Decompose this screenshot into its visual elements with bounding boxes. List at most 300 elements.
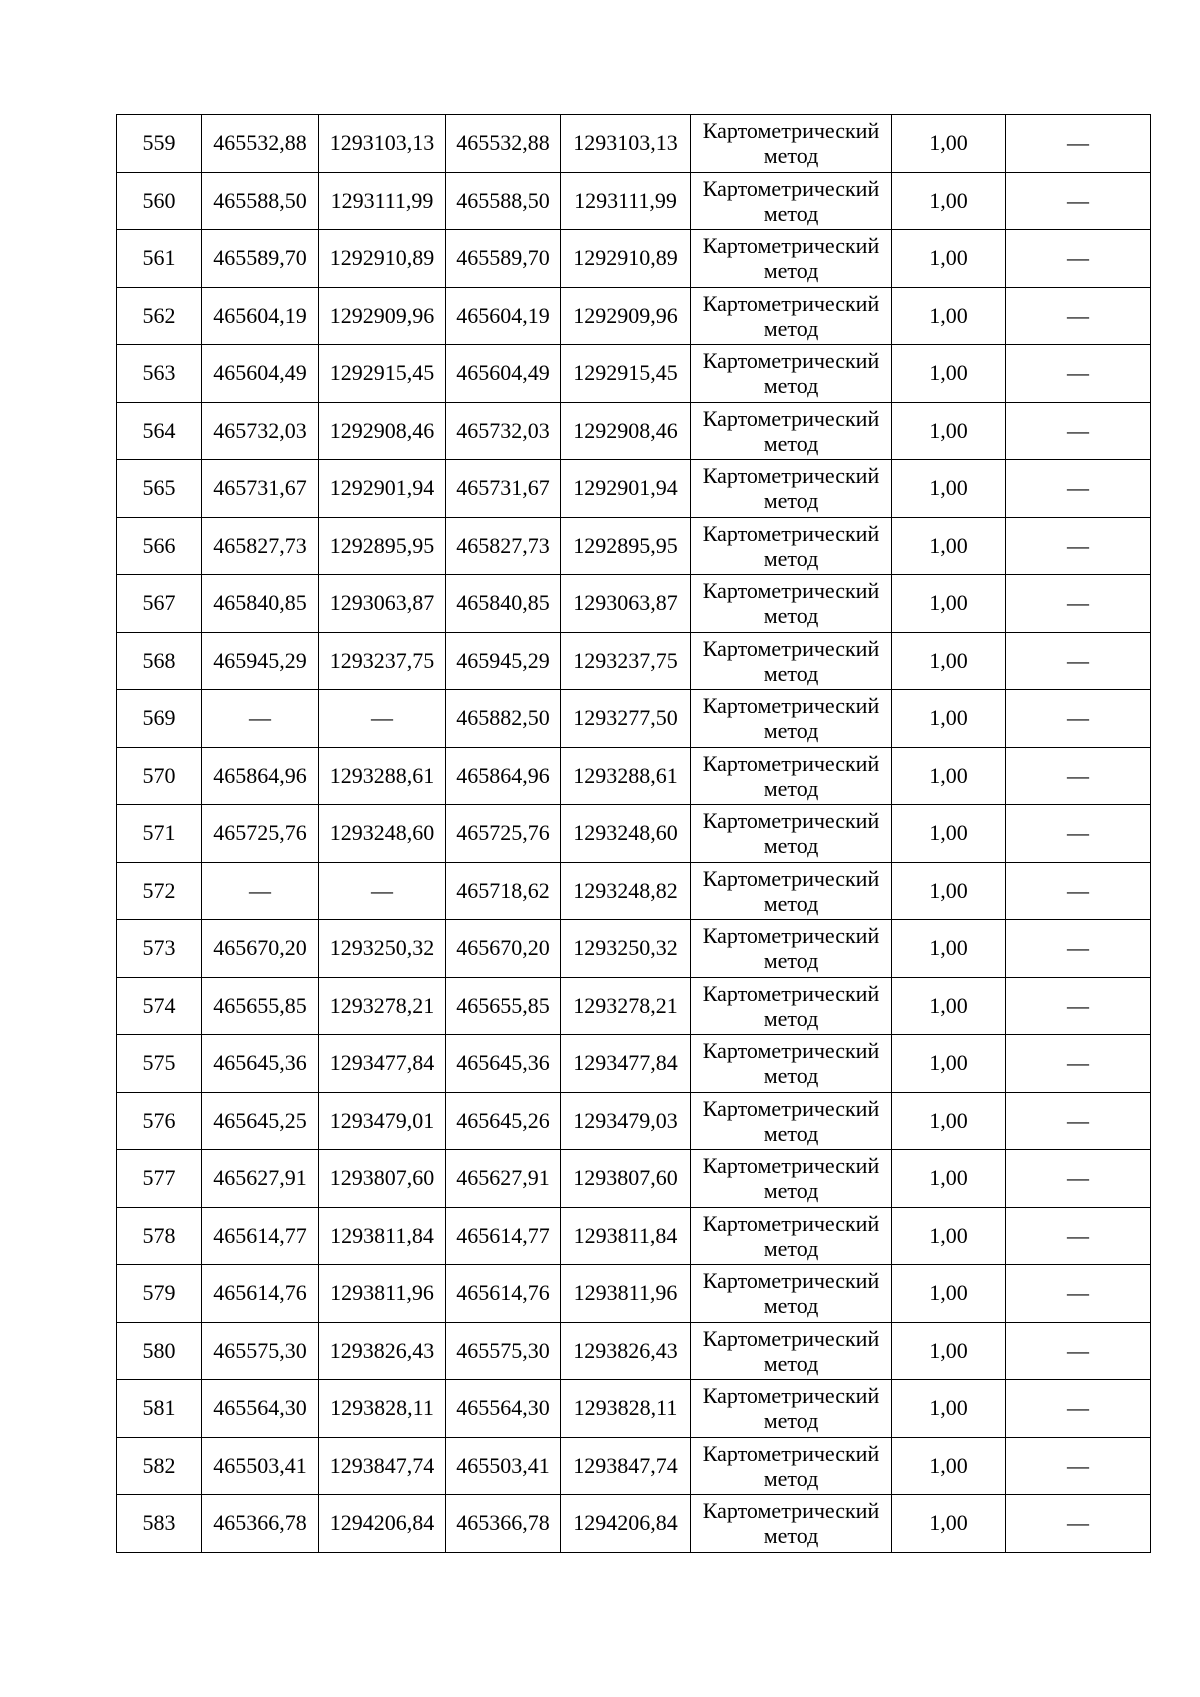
table-row xyxy=(117,920,1151,978)
precision-cell xyxy=(892,517,1006,575)
refined-x-cell xyxy=(446,1150,561,1208)
refined-y-cell xyxy=(561,977,691,1035)
existing-x-value: 465532,88 xyxy=(213,130,307,156)
note-value: — xyxy=(1067,475,1089,501)
note-cell xyxy=(1006,747,1151,805)
point-number-value: 565 xyxy=(142,475,176,501)
refined-x-cell xyxy=(446,1035,561,1093)
method-line-2: метод xyxy=(763,1408,819,1434)
refined-x-value: 465827,73 xyxy=(456,532,550,558)
refined-x-cell xyxy=(446,287,561,345)
method-line-1: Картометрический xyxy=(702,1210,880,1236)
method-line-1: Картометрический xyxy=(702,1498,880,1524)
method-line-1: Картометрический xyxy=(702,290,880,316)
precision-value: 1,00 xyxy=(929,590,968,616)
existing-y-cell xyxy=(319,977,446,1035)
method-line-1: Картометрический xyxy=(702,233,880,259)
refined-y-cell xyxy=(561,1322,691,1380)
precision-value: 1,00 xyxy=(929,1510,968,1536)
existing-x-value: 465840,85 xyxy=(213,590,307,616)
note-cell xyxy=(1006,230,1151,288)
existing-x-value: 465827,73 xyxy=(213,532,307,558)
refined-x-value: 465614,76 xyxy=(456,1280,550,1306)
existing-y-value: 1293288,61 xyxy=(329,762,435,788)
refined-y-cell xyxy=(561,862,691,920)
existing-y-cell xyxy=(319,1035,446,1093)
point-number-value: 569 xyxy=(142,705,176,731)
refined-y-value: 1293807,60 xyxy=(573,1165,678,1191)
refined-y-cell xyxy=(561,287,691,345)
table-row xyxy=(117,460,1151,518)
existing-y-cell xyxy=(319,632,446,690)
method-cell xyxy=(691,402,892,460)
precision-cell xyxy=(892,172,1006,230)
method-line-1: Картометрический xyxy=(702,923,880,949)
point-number-cell xyxy=(117,517,202,575)
existing-y-cell xyxy=(319,805,446,863)
existing-x-value: 465645,25 xyxy=(213,1107,307,1133)
precision-cell xyxy=(892,287,1006,345)
method-line-2: метод xyxy=(763,1465,819,1491)
existing-y-value: 1293250,32 xyxy=(329,935,435,961)
existing-x-value: 465564,30 xyxy=(213,1395,307,1421)
existing-x-value: 465604,19 xyxy=(213,302,307,328)
point-number-value: 568 xyxy=(142,647,176,673)
refined-x-value: 465604,19 xyxy=(456,302,550,328)
refined-y-value: 1293250,32 xyxy=(573,935,678,961)
precision-cell xyxy=(892,460,1006,518)
existing-y-value: 1293103,13 xyxy=(329,130,435,156)
method-line-2: метод xyxy=(763,1350,819,1376)
refined-y-value: 1293847,74 xyxy=(573,1452,678,1478)
existing-x-cell xyxy=(202,230,319,288)
existing-y-cell xyxy=(319,920,446,978)
refined-y-cell xyxy=(561,460,691,518)
refined-x-cell xyxy=(446,690,561,748)
method-cell xyxy=(691,805,892,863)
note-cell xyxy=(1006,862,1151,920)
refined-y-value: 1293479,03 xyxy=(573,1107,678,1133)
existing-x-cell xyxy=(202,1322,319,1380)
note-cell xyxy=(1006,1322,1151,1380)
precision-value: 1,00 xyxy=(929,360,968,386)
precision-value: 1,00 xyxy=(929,992,968,1018)
note-value: — xyxy=(1067,1452,1089,1478)
precision-value: 1,00 xyxy=(929,187,968,213)
existing-y-value: 1293111,99 xyxy=(330,187,434,213)
refined-x-cell xyxy=(446,575,561,633)
note-cell xyxy=(1006,690,1151,748)
existing-x-value: 465604,49 xyxy=(213,360,307,386)
method-line-1: Картометрический xyxy=(702,750,880,776)
precision-value: 1,00 xyxy=(929,1452,968,1478)
method-cell xyxy=(691,1265,892,1323)
existing-y-cell xyxy=(319,1092,446,1150)
method-cell xyxy=(691,575,892,633)
method-line-1: Картометрический xyxy=(702,348,880,374)
existing-y-value: 1293811,96 xyxy=(330,1280,434,1306)
refined-x-value: 465366,78 xyxy=(456,1510,550,1536)
existing-y-value: 1293826,43 xyxy=(329,1337,435,1363)
existing-x-cell xyxy=(202,287,319,345)
existing-y-value: 1292901,94 xyxy=(329,475,435,501)
method-line-2: метод xyxy=(763,1178,819,1204)
existing-y-value: 1293479,01 xyxy=(329,1107,435,1133)
refined-y-cell xyxy=(561,1437,691,1495)
refined-y-cell xyxy=(561,1265,691,1323)
note-value: — xyxy=(1067,417,1089,443)
existing-x-value: 465945,29 xyxy=(213,647,307,673)
precision-cell xyxy=(892,230,1006,288)
refined-y-value: 1292895,95 xyxy=(573,532,678,558)
method-line-2: метод xyxy=(763,660,819,686)
precision-value: 1,00 xyxy=(929,532,968,558)
precision-cell xyxy=(892,1495,1006,1553)
existing-y-cell xyxy=(319,1437,446,1495)
existing-x-cell xyxy=(202,460,319,518)
note-cell xyxy=(1006,517,1151,575)
existing-x-value: 465627,91 xyxy=(213,1165,307,1191)
method-line-2: метод xyxy=(763,143,819,169)
refined-x-value: 465564,30 xyxy=(456,1395,550,1421)
existing-y-value: 1293248,60 xyxy=(329,820,435,846)
point-number-value: 563 xyxy=(142,360,176,386)
method-cell xyxy=(691,632,892,690)
refined-y-cell xyxy=(561,115,691,173)
existing-y-cell xyxy=(319,747,446,805)
existing-x-cell xyxy=(202,747,319,805)
point-number-cell xyxy=(117,402,202,460)
method-line-1: Картометрический xyxy=(702,865,880,891)
refined-x-cell xyxy=(446,115,561,173)
method-line-1: Картометрический xyxy=(702,808,880,834)
point-number-value: 572 xyxy=(142,877,176,903)
point-number-cell xyxy=(117,632,202,690)
point-number-cell xyxy=(117,1380,202,1438)
existing-x-cell xyxy=(202,517,319,575)
point-number-cell xyxy=(117,690,202,748)
existing-y-value: 1292909,96 xyxy=(329,302,435,328)
refined-x-value: 465882,50 xyxy=(456,705,550,731)
method-line-2: метод xyxy=(763,1523,819,1549)
refined-x-cell xyxy=(446,1437,561,1495)
point-number-cell xyxy=(117,575,202,633)
point-number-value: 571 xyxy=(142,820,176,846)
refined-y-cell xyxy=(561,345,691,403)
existing-y-cell xyxy=(319,345,446,403)
refined-y-cell xyxy=(561,575,691,633)
table-row xyxy=(117,517,1151,575)
refined-y-cell xyxy=(561,230,691,288)
point-number-value: 560 xyxy=(142,187,176,213)
note-cell xyxy=(1006,1092,1151,1150)
precision-value: 1,00 xyxy=(929,1280,968,1306)
point-number-value: 570 xyxy=(142,762,176,788)
refined-y-value: 1293063,87 xyxy=(573,590,678,616)
method-cell xyxy=(691,287,892,345)
table-row xyxy=(117,1092,1151,1150)
existing-y-value: — xyxy=(371,705,393,731)
existing-y-value: 1293477,84 xyxy=(329,1050,435,1076)
existing-x-cell xyxy=(202,1495,319,1553)
note-value: — xyxy=(1067,820,1089,846)
refined-x-cell xyxy=(446,1265,561,1323)
precision-cell xyxy=(892,1092,1006,1150)
refined-x-value: 465589,70 xyxy=(456,245,550,271)
refined-y-cell xyxy=(561,1150,691,1208)
table-row xyxy=(117,172,1151,230)
point-number-value: 567 xyxy=(142,590,176,616)
existing-x-value: 465614,76 xyxy=(213,1280,307,1306)
point-number-value: 581 xyxy=(142,1395,176,1421)
point-number-cell xyxy=(117,1207,202,1265)
refined-x-cell xyxy=(446,1092,561,1150)
precision-cell xyxy=(892,575,1006,633)
table-body xyxy=(117,115,1151,1553)
precision-cell xyxy=(892,345,1006,403)
point-number-value: 576 xyxy=(142,1107,176,1133)
precision-cell xyxy=(892,1437,1006,1495)
existing-y-cell xyxy=(319,690,446,748)
table-row xyxy=(117,690,1151,748)
refined-x-value: 465532,88 xyxy=(456,130,550,156)
refined-y-value: 1293111,99 xyxy=(574,187,677,213)
refined-y-cell xyxy=(561,402,691,460)
note-cell xyxy=(1006,632,1151,690)
existing-x-value: — xyxy=(249,877,271,903)
note-value: — xyxy=(1067,1165,1089,1191)
method-cell xyxy=(691,1035,892,1093)
point-number-cell xyxy=(117,1150,202,1208)
note-cell xyxy=(1006,1265,1151,1323)
table-row xyxy=(117,1437,1151,1495)
existing-y-cell xyxy=(319,1150,446,1208)
precision-cell xyxy=(892,402,1006,460)
method-line-2: метод xyxy=(763,1063,819,1089)
refined-x-cell xyxy=(446,977,561,1035)
refined-y-value: 1292908,46 xyxy=(573,417,678,443)
method-line-2: метод xyxy=(763,430,819,456)
existing-y-cell xyxy=(319,115,446,173)
existing-x-cell xyxy=(202,1092,319,1150)
existing-y-value: 1293828,11 xyxy=(330,1395,434,1421)
existing-x-cell xyxy=(202,172,319,230)
note-value: — xyxy=(1067,1107,1089,1133)
note-cell xyxy=(1006,1495,1151,1553)
refined-y-value: 1292915,45 xyxy=(573,360,678,386)
note-cell xyxy=(1006,1150,1151,1208)
note-value: — xyxy=(1067,245,1089,271)
existing-y-cell xyxy=(319,460,446,518)
precision-value: 1,00 xyxy=(929,130,968,156)
refined-x-cell xyxy=(446,1207,561,1265)
method-cell xyxy=(691,230,892,288)
precision-value: 1,00 xyxy=(929,1165,968,1191)
existing-y-cell xyxy=(319,402,446,460)
refined-y-value: 1293811,84 xyxy=(573,1222,678,1248)
point-number-cell xyxy=(117,862,202,920)
refined-y-value: 1292910,89 xyxy=(573,245,678,271)
table-row xyxy=(117,1265,1151,1323)
refined-y-value: 1293828,11 xyxy=(573,1395,678,1421)
existing-x-value: 465589,70 xyxy=(213,245,307,271)
point-number-cell xyxy=(117,1495,202,1553)
existing-y-value: 1292895,95 xyxy=(329,532,435,558)
note-cell xyxy=(1006,1207,1151,1265)
existing-x-cell xyxy=(202,1150,319,1208)
existing-y-cell xyxy=(319,1207,446,1265)
refined-x-cell xyxy=(446,1380,561,1438)
point-number-value: 583 xyxy=(142,1510,176,1536)
method-line-1: Картометрический xyxy=(702,1383,880,1409)
refined-y-value: 1294206,84 xyxy=(573,1510,678,1536)
refined-x-cell xyxy=(446,1322,561,1380)
existing-y-cell xyxy=(319,862,446,920)
precision-cell xyxy=(892,862,1006,920)
method-line-2: метод xyxy=(763,488,819,514)
method-line-2: метод xyxy=(763,258,819,284)
method-cell xyxy=(691,977,892,1035)
note-value: — xyxy=(1067,1222,1089,1248)
note-value: — xyxy=(1067,1050,1089,1076)
refined-y-cell xyxy=(561,1092,691,1150)
table-row xyxy=(117,1380,1151,1438)
point-number-value: 566 xyxy=(142,532,176,558)
point-number-value: 582 xyxy=(142,1452,176,1478)
method-line-2: метод xyxy=(763,775,819,801)
existing-x-cell xyxy=(202,977,319,1035)
refined-y-cell xyxy=(561,1495,691,1553)
existing-x-cell xyxy=(202,575,319,633)
refined-x-value: 465614,77 xyxy=(456,1222,550,1248)
point-number-value: 578 xyxy=(142,1222,176,1248)
method-cell xyxy=(691,1322,892,1380)
refined-x-cell xyxy=(446,517,561,575)
table-row xyxy=(117,1322,1151,1380)
point-number-cell xyxy=(117,287,202,345)
existing-x-cell xyxy=(202,345,319,403)
refined-x-value: 465645,36 xyxy=(456,1050,550,1076)
refined-x-cell xyxy=(446,345,561,403)
refined-x-cell xyxy=(446,402,561,460)
precision-cell xyxy=(892,1322,1006,1380)
refined-y-cell xyxy=(561,1380,691,1438)
point-number-cell xyxy=(117,1035,202,1093)
point-number-value: 562 xyxy=(142,302,176,328)
refined-x-value: 465945,29 xyxy=(456,647,550,673)
point-number-cell xyxy=(117,977,202,1035)
method-line-1: Картометрический xyxy=(702,1038,880,1064)
existing-y-value: 1293807,60 xyxy=(329,1165,435,1191)
point-number-cell xyxy=(117,1322,202,1380)
note-cell xyxy=(1006,460,1151,518)
precision-cell xyxy=(892,977,1006,1035)
table-row xyxy=(117,977,1151,1035)
precision-cell xyxy=(892,805,1006,863)
refined-y-value: 1293103,13 xyxy=(573,130,678,156)
refined-x-value: 465655,85 xyxy=(456,992,550,1018)
precision-value: 1,00 xyxy=(929,1337,968,1363)
table-row xyxy=(117,575,1151,633)
precision-value: 1,00 xyxy=(929,820,968,846)
note-value: — xyxy=(1067,877,1089,903)
method-cell xyxy=(691,460,892,518)
existing-y-value: 1292908,46 xyxy=(329,417,435,443)
refined-x-value: 465864,96 xyxy=(456,762,550,788)
method-line-2: метод xyxy=(763,1005,819,1031)
precision-value: 1,00 xyxy=(929,1107,968,1133)
refined-x-cell xyxy=(446,460,561,518)
existing-y-value: 1293278,21 xyxy=(329,992,435,1018)
precision-cell xyxy=(892,1150,1006,1208)
existing-y-value: 1294206,84 xyxy=(329,1510,435,1536)
precision-cell xyxy=(892,690,1006,748)
table-row xyxy=(117,1035,1151,1093)
existing-x-value: 465588,50 xyxy=(213,187,307,213)
refined-y-cell xyxy=(561,1035,691,1093)
method-line-2: метод xyxy=(763,718,819,744)
table-row xyxy=(117,1495,1151,1553)
existing-x-cell xyxy=(202,690,319,748)
method-cell xyxy=(691,1150,892,1208)
refined-x-cell xyxy=(446,172,561,230)
point-number-cell xyxy=(117,460,202,518)
existing-y-cell xyxy=(319,1322,446,1380)
table-row xyxy=(117,1150,1151,1208)
refined-x-cell xyxy=(446,747,561,805)
method-line-2: метод xyxy=(763,1293,819,1319)
refined-x-value: 465718,62 xyxy=(456,877,550,903)
existing-y-value: — xyxy=(371,877,393,903)
point-number-cell xyxy=(117,172,202,230)
existing-y-cell xyxy=(319,230,446,288)
point-number-cell xyxy=(117,1092,202,1150)
table-row xyxy=(117,862,1151,920)
note-cell xyxy=(1006,345,1151,403)
point-number-value: 579 xyxy=(142,1280,176,1306)
existing-x-value: 465614,77 xyxy=(213,1222,307,1248)
point-number-value: 559 xyxy=(142,130,176,156)
precision-value: 1,00 xyxy=(929,877,968,903)
method-line-1: Картометрический xyxy=(702,118,880,144)
existing-y-value: 1293237,75 xyxy=(329,647,435,673)
note-value: — xyxy=(1067,1510,1089,1536)
table-row xyxy=(117,287,1151,345)
refined-x-value: 465732,03 xyxy=(456,417,550,443)
existing-y-value: 1293063,87 xyxy=(329,590,435,616)
precision-value: 1,00 xyxy=(929,302,968,328)
table-row xyxy=(117,1207,1151,1265)
method-line-2: метод xyxy=(763,315,819,341)
refined-x-value: 465725,76 xyxy=(456,820,550,846)
precision-value: 1,00 xyxy=(929,1222,968,1248)
method-line-1: Картометрический xyxy=(702,520,880,546)
precision-cell xyxy=(892,1265,1006,1323)
refined-x-value: 465670,20 xyxy=(456,935,550,961)
method-line-2: метод xyxy=(763,1120,819,1146)
existing-x-value: 465366,78 xyxy=(213,1510,307,1536)
note-value: — xyxy=(1067,762,1089,788)
refined-y-value: 1293237,75 xyxy=(573,647,678,673)
existing-y-value: 1292915,45 xyxy=(329,360,435,386)
note-cell xyxy=(1006,172,1151,230)
note-value: — xyxy=(1067,1280,1089,1306)
refined-y-value: 1293248,60 xyxy=(573,820,678,846)
existing-x-cell xyxy=(202,402,319,460)
note-value: — xyxy=(1067,302,1089,328)
refined-x-value: 465503,41 xyxy=(456,1452,550,1478)
method-line-1: Картометрический xyxy=(702,1440,880,1466)
